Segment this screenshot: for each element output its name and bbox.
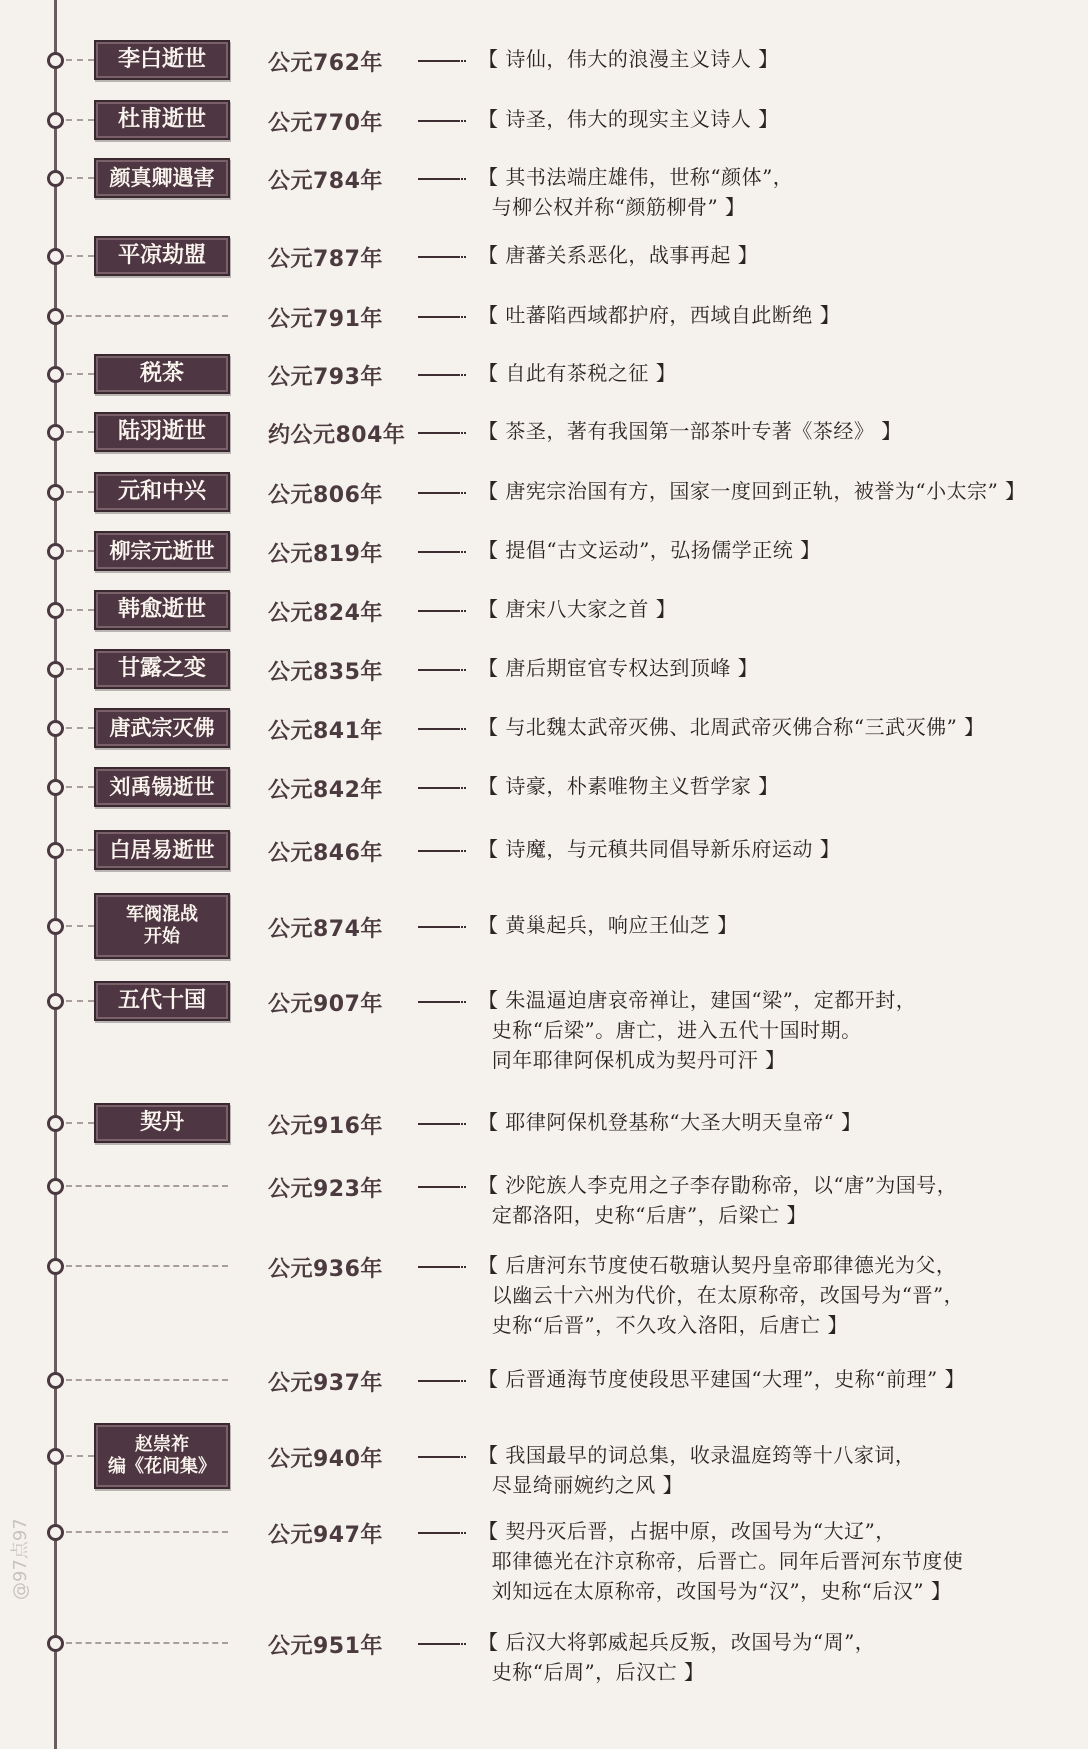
arrow-icon [418,60,458,62]
timeline-node-icon [47,170,64,187]
timeline-node-icon [47,248,64,265]
watermark: @97点97 [10,1518,31,1600]
connector-dash [66,609,94,611]
connector-dash [66,177,94,179]
arrow-icon [418,787,458,789]
connector-dash [66,727,94,729]
event-year: 公元819年 [268,542,383,567]
arrow-icon [418,1380,458,1382]
connector-dash [66,1000,94,1002]
timeline-node-icon [47,918,64,935]
timeline-node-icon [47,1372,64,1389]
event-badge: 李白逝世 [94,40,230,80]
arrow-icon [418,728,458,730]
event-year: 公元916年 [268,1114,383,1139]
event-year: 公元784年 [268,169,383,194]
timeline-node-icon [47,1635,64,1652]
event-badge: 陆羽逝世 [94,412,230,452]
event-description: 【 诗圣，伟大的现实主义诗人 】 [478,107,779,131]
event-description: 【 黄巢起兵，响应王仙芝 】 [478,913,738,937]
event-description: 【 吐蕃陷西域都护府，西域自此断绝 】 [478,303,841,327]
event-badge: 杜甫逝世 [94,100,230,140]
connector-dash [66,373,94,375]
connector-dash [66,1531,228,1533]
connector-dash [66,1122,94,1124]
event-badge: 甘露之变 [94,649,230,689]
arrow-icon [418,1643,458,1645]
event-badge: 税茶 [94,354,230,394]
timeline-node-icon [47,1258,64,1275]
event-description: 【 诗魔，与元稹共同倡导新乐府运动 】 [478,837,841,861]
event-year: 公元947年 [268,1523,383,1548]
timeline-node-icon [47,779,64,796]
event-year: 公元936年 [268,1257,383,1282]
event-year: 公元806年 [268,483,383,508]
arrow-icon [418,178,458,180]
event-year: 公元951年 [268,1634,383,1659]
event-year: 公元791年 [268,307,383,332]
event-badge: 韩愈逝世 [94,590,230,630]
event-year: 公元787年 [268,247,383,272]
connector-dash [66,59,94,61]
event-year: 公元846年 [268,841,383,866]
event-description: 【 茶圣，著有我国第一部茶叶专著《茶经》 】 [478,419,902,443]
timeline-node-icon [47,602,64,619]
timeline-node-icon [47,720,64,737]
event-year: 公元824年 [268,601,383,626]
connector-dash [66,849,94,851]
event-description: 【 提倡“古文运动”，弘扬儒学正统 】 [478,538,821,562]
event-year: 公元770年 [268,111,383,136]
arrow-icon [418,316,458,318]
connector-dash [66,925,94,927]
event-description: 【 我国最早的词总集，收录温庭筠等十八家词， 尽显绮丽婉约之风 】 [478,1443,916,1497]
connector-dash [66,1642,228,1644]
arrow-icon [418,1456,458,1458]
event-description: 【 后汉大将郭威起兵反叛，改国号为“周”， 史称“后周”，后汉亡 】 [478,1630,876,1684]
event-badge: 元和中兴 [94,472,230,512]
event-badge: 刘禹锡逝世 [94,767,230,807]
connector-dash [66,255,94,257]
arrow-icon [418,551,458,553]
timeline-node-icon [47,661,64,678]
arrow-icon [418,926,458,928]
timeline-node-icon [47,842,64,859]
event-description: 【 自此有茶税之征 】 [478,361,677,385]
arrow-icon [418,492,458,494]
arrow-icon [418,1532,458,1534]
event-description: 【 唐宪宗治国有方，国家一度回到正轨，被誉为“小太宗” 】 [478,479,1026,503]
timeline-node-icon [47,308,64,325]
event-description: 【 唐蕃关系恶化，战事再起 】 [478,243,759,267]
connector-dash [66,491,94,493]
event-badge: 平凉劫盟 [94,236,230,276]
timeline-node-icon [47,484,64,501]
event-description: 【 沙陀族人李克用之子李存勖称帝，以“唐”为国号， 定都洛阳，史称“后唐”，后梁亡 】 [478,1173,958,1227]
event-year: 约公元804年 [268,423,406,448]
arrow-icon [418,1123,458,1125]
timeline-node-icon [47,424,64,441]
connector-dash [66,119,94,121]
event-year: 公元940年 [268,1447,383,1472]
arrow-icon [418,1186,458,1188]
event-badge: 白居易逝世 [94,830,230,870]
event-description: 【 耶律阿保机登基称“大圣大明天皇帝“ 】 [478,1110,862,1134]
event-year: 公元923年 [268,1177,383,1202]
connector-dash [66,786,94,788]
arrow-icon [418,432,458,434]
event-description: 【 诗仙，伟大的浪漫主义诗人 】 [478,47,779,71]
timeline-node-icon [47,366,64,383]
arrow-icon [418,256,458,258]
event-badge: 五代十国 [94,981,230,1021]
event-year: 公元874年 [268,917,383,942]
connector-dash [66,315,228,317]
connector-dash [66,1185,228,1187]
event-badge: 赵崇祚 编《花间集》 [94,1423,230,1489]
event-description: 【 朱温逼迫唐哀帝禅让，建国“梁”，定都开封， 史称“后梁”。唐亡，进入五代十国时期。 同年耶律阿保机成为契丹可汗 】 [478,988,917,1072]
event-year: 公元842年 [268,778,383,803]
event-badge: 唐武宗灭佛 [94,708,230,748]
timeline-node-icon [47,1524,64,1541]
event-description: 【 后唐河东节度使石敬瑭认契丹皇帝耶律德光为父， 以幽云十六州为代价，在太原称帝，改国号为“晋”， 史称“后晋”，不久攻入洛阳，后唐亡 】 [478,1253,965,1337]
event-description: 【 唐宋八大家之首 】 [478,597,677,621]
arrow-icon [418,1001,458,1003]
arrow-icon [418,120,458,122]
event-badge: 柳宗元逝世 [94,531,230,571]
event-description: 【 诗豪，朴素唯物主义哲学家 】 [478,774,779,798]
connector-dash [66,431,94,433]
event-badge: 颜真卿遇害 [94,158,230,198]
connector-dash [66,1265,228,1267]
arrow-icon [418,669,458,671]
event-year: 公元762年 [268,51,383,76]
arrow-icon [418,374,458,376]
connector-dash [66,550,94,552]
event-year: 公元841年 [268,719,383,744]
event-description: 【 唐后期宦官专权达到顶峰 】 [478,656,759,680]
event-badge: 契丹 [94,1103,230,1143]
event-badge: 军阀混战 开始 [94,893,230,959]
event-description: 【 与北魏太武帝灭佛、北周武帝灭佛合称“三武灭佛” 】 [478,715,985,739]
event-description: 【 后晋通海节度使段思平建国“大理”，史称“前理” 】 [478,1367,966,1391]
timeline-node-icon [47,1178,64,1195]
timeline-node-icon [47,52,64,69]
connector-dash [66,1379,228,1381]
timeline-node-icon [47,1448,64,1465]
event-year: 公元835年 [268,660,383,685]
timeline-node-icon [47,543,64,560]
connector-dash [66,668,94,670]
timeline-node-icon [47,112,64,129]
arrow-icon [418,850,458,852]
event-description: 【 契丹灭后晋，占据中原，改国号为“大辽”， 耶律德光在汴京称帝，后晋亡。同年后晋河东节度使 刘知远在太原称帝，改国号为“汉”，史称“后汉” 】 [478,1519,964,1603]
event-description: 【 其书法端庄雄伟，世称“颜体”， 与柳公权并称“颜筋柳骨” 】 [478,165,794,219]
timeline-node-icon [47,1115,64,1132]
arrow-icon [418,610,458,612]
connector-dash [66,1455,94,1457]
arrow-icon [418,1266,458,1268]
event-year: 公元907年 [268,992,383,1017]
event-year: 公元937年 [268,1371,383,1396]
timeline-node-icon [47,993,64,1010]
event-year: 公元793年 [268,365,383,390]
